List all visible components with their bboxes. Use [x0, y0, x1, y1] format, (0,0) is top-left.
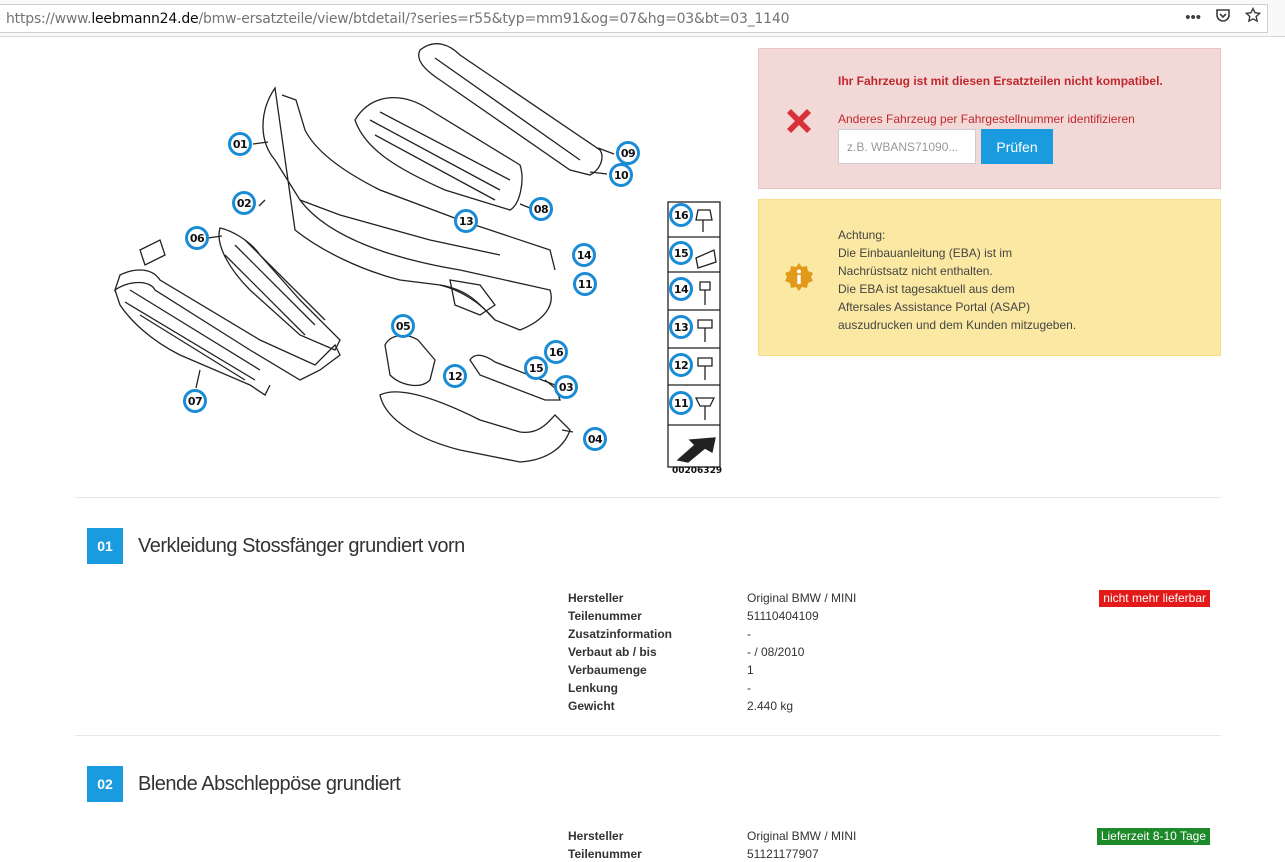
part-specs	[568, 589, 1218, 715]
drawing-number: 00206329	[672, 466, 723, 476]
alert-subtitle: Anderes Fahrzeug per Fahrgestellnummer identifizieren	[838, 112, 1135, 126]
notice-text: Achtung: Die Einbauanleitung (EBA) ist im Nachrüstsatz nicht enthalten. Die EBA ist tagesaktuell aus dem Aftersales Assistance Portal (ASAP) auszudrucken und dem Kunden mitzugeben.	[838, 228, 1077, 332]
divider	[75, 735, 1221, 736]
scrollbar[interactable]	[1268, 37, 1285, 862]
part-number-badge: 02	[87, 766, 123, 802]
status-badge: nicht mehr lieferbar	[1099, 590, 1210, 607]
callout-15[interactable]: 15	[524, 356, 548, 380]
callout-02[interactable]: 02	[232, 191, 256, 215]
spec-row: Hersteller Original BMW / MINI	[568, 591, 857, 605]
part-title[interactable]: Verkleidung Stossfänger grundiert vorn	[138, 535, 465, 557]
parts-drawing	[100, 40, 740, 485]
vin-input[interactable]	[838, 129, 976, 164]
alert-title: Ihr Fahrzeug ist mit diesen Ersatzteilen nicht kompatibel.	[838, 74, 1163, 88]
legend-callout-12[interactable]: 12	[669, 353, 693, 377]
parts-diagram	[100, 40, 740, 485]
legend-callout-16[interactable]: 16	[669, 203, 693, 227]
callout-14[interactable]: 14	[572, 243, 596, 267]
url-field[interactable]	[0, 4, 1268, 33]
status-badge: Lieferzeit 8-10 Tage	[1097, 828, 1210, 845]
callout-08[interactable]: 08	[529, 197, 553, 221]
incompatibility-alert	[758, 48, 1221, 189]
callout-06[interactable]: 06	[185, 226, 209, 250]
spec-row: Zusatzinformation -	[568, 627, 751, 641]
callout-03[interactable]: 03	[554, 375, 578, 399]
pocket-icon[interactable]	[1215, 7, 1231, 28]
legend-callout-15[interactable]: 15	[669, 241, 693, 265]
callout-12[interactable]: 12	[443, 364, 467, 388]
callout-13[interactable]: 13	[454, 209, 478, 233]
legend-callout-13[interactable]: 13	[669, 315, 693, 339]
part-number-badge: 01	[87, 528, 123, 564]
callout-01[interactable]: 01	[228, 132, 252, 156]
more-icon[interactable]: •••	[1185, 8, 1201, 26]
callout-05[interactable]: 05	[391, 314, 415, 338]
spec-row: Lenkung -	[568, 681, 751, 695]
url-text[interactable]: https://www.leebmann24.de/bmw-ersatzteile/view/btdetail/?series=r55&typ=mm91&og=07&hg=03&bt=03_1140	[6, 11, 790, 27]
spec-row: Gewicht 2.440 kg	[568, 699, 794, 713]
legend-callout-14[interactable]: 14	[669, 277, 693, 301]
spec-row: Teilenummer 51121177907	[568, 847, 819, 861]
callout-10[interactable]: 10	[609, 163, 633, 187]
spec-row: Teilenummer 51110404109	[568, 609, 819, 623]
check-button[interactable]: Prüfen	[981, 129, 1053, 164]
star-icon[interactable]	[1245, 7, 1261, 28]
browser-toolbar	[0, 0, 1285, 37]
callout-11[interactable]: 11	[573, 272, 597, 296]
notice-alert	[758, 199, 1221, 356]
callout-07[interactable]: 07	[183, 389, 207, 413]
part-title[interactable]: Blende Abschleppöse grundiert	[138, 773, 401, 795]
spec-row: Verbaut ab / bis - / 08/2010	[568, 645, 805, 659]
callout-04[interactable]: 04	[583, 427, 607, 451]
spec-row: Hersteller Original BMW / MINI	[568, 829, 857, 843]
divider	[75, 497, 1221, 498]
callout-16[interactable]: 16	[544, 340, 568, 364]
spec-row: Verbaumenge 1	[568, 663, 754, 677]
callout-09[interactable]: 09	[616, 141, 640, 165]
error-x-icon	[783, 105, 815, 137]
legend-callout-11[interactable]: 11	[669, 391, 693, 415]
info-icon	[784, 262, 814, 292]
